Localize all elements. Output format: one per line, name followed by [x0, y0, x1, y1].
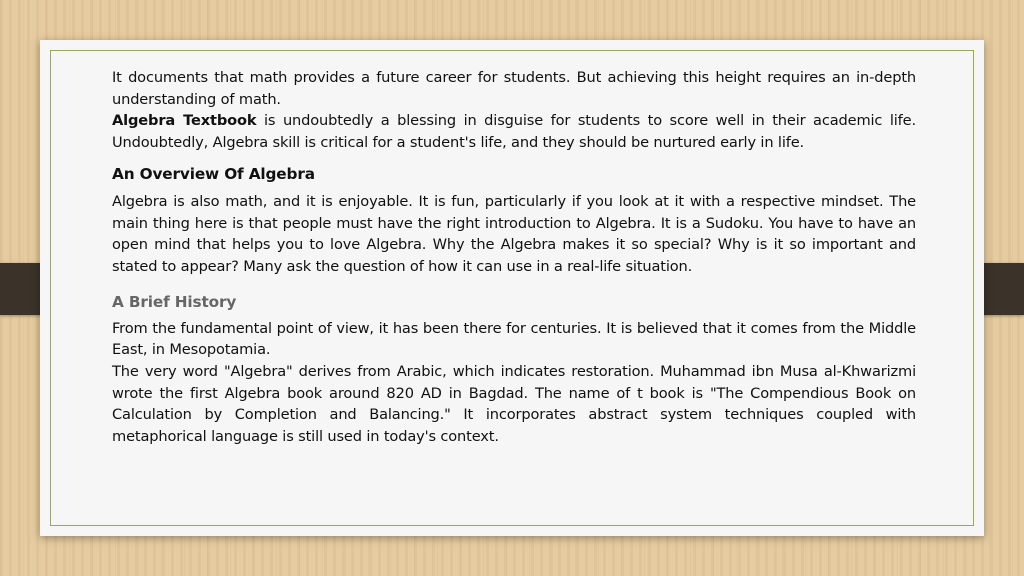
slide-content — [112, 67, 916, 448]
textbook-term: Algebra Textbook — [112, 112, 257, 130]
history-paragraph-1: From the fundamental point of view, it has been there for centuries. It is believed that it comes from the Middle East, in Mesopotamia. — [112, 319, 916, 359]
textbook-paragraph — [112, 110, 916, 153]
overview-paragraph: Algebra is also math, and it is enjoyable. It is fun, particularly if you look at it with a respective mindset. The main thing here is that people must have the right introduction to Algebra. It is a Sudoku. You have to have an open mind that helps you to love Algebra. Why the Algebra makes it so special? Why is it so important and stated to appear? Many ask the question of how it can use in a real-life situation. — [112, 192, 916, 275]
history-heading: A Brief History — [112, 292, 237, 311]
history-paragraph-2: The very word "Algebra" derives from Arabic, which indicates restoration. Muhammad ibn Musa al-Khwarizmi wrote the first Algebra book around 820 AD in Bagdad. The name of t book is "The Compendious Book on Calculation by Completion and Balancing." It incorporates abstract system techniques coupled with metaphorical language is still used in today's context. — [112, 363, 916, 446]
slide-card — [40, 40, 984, 536]
textbook-paragraph-text: is undoubtedly a blessing in disguise for students to score well in their academic life. Undoubtedly, Algebra skill is critical for a student's life, and they should be nurtured early in life. — [112, 112, 916, 152]
intro-paragraph: It documents that math provides a future career for students. But achieving this height requires an in-depth understanding of math. — [112, 69, 916, 108]
overview-heading: An Overview Of Algebra — [112, 164, 315, 183]
